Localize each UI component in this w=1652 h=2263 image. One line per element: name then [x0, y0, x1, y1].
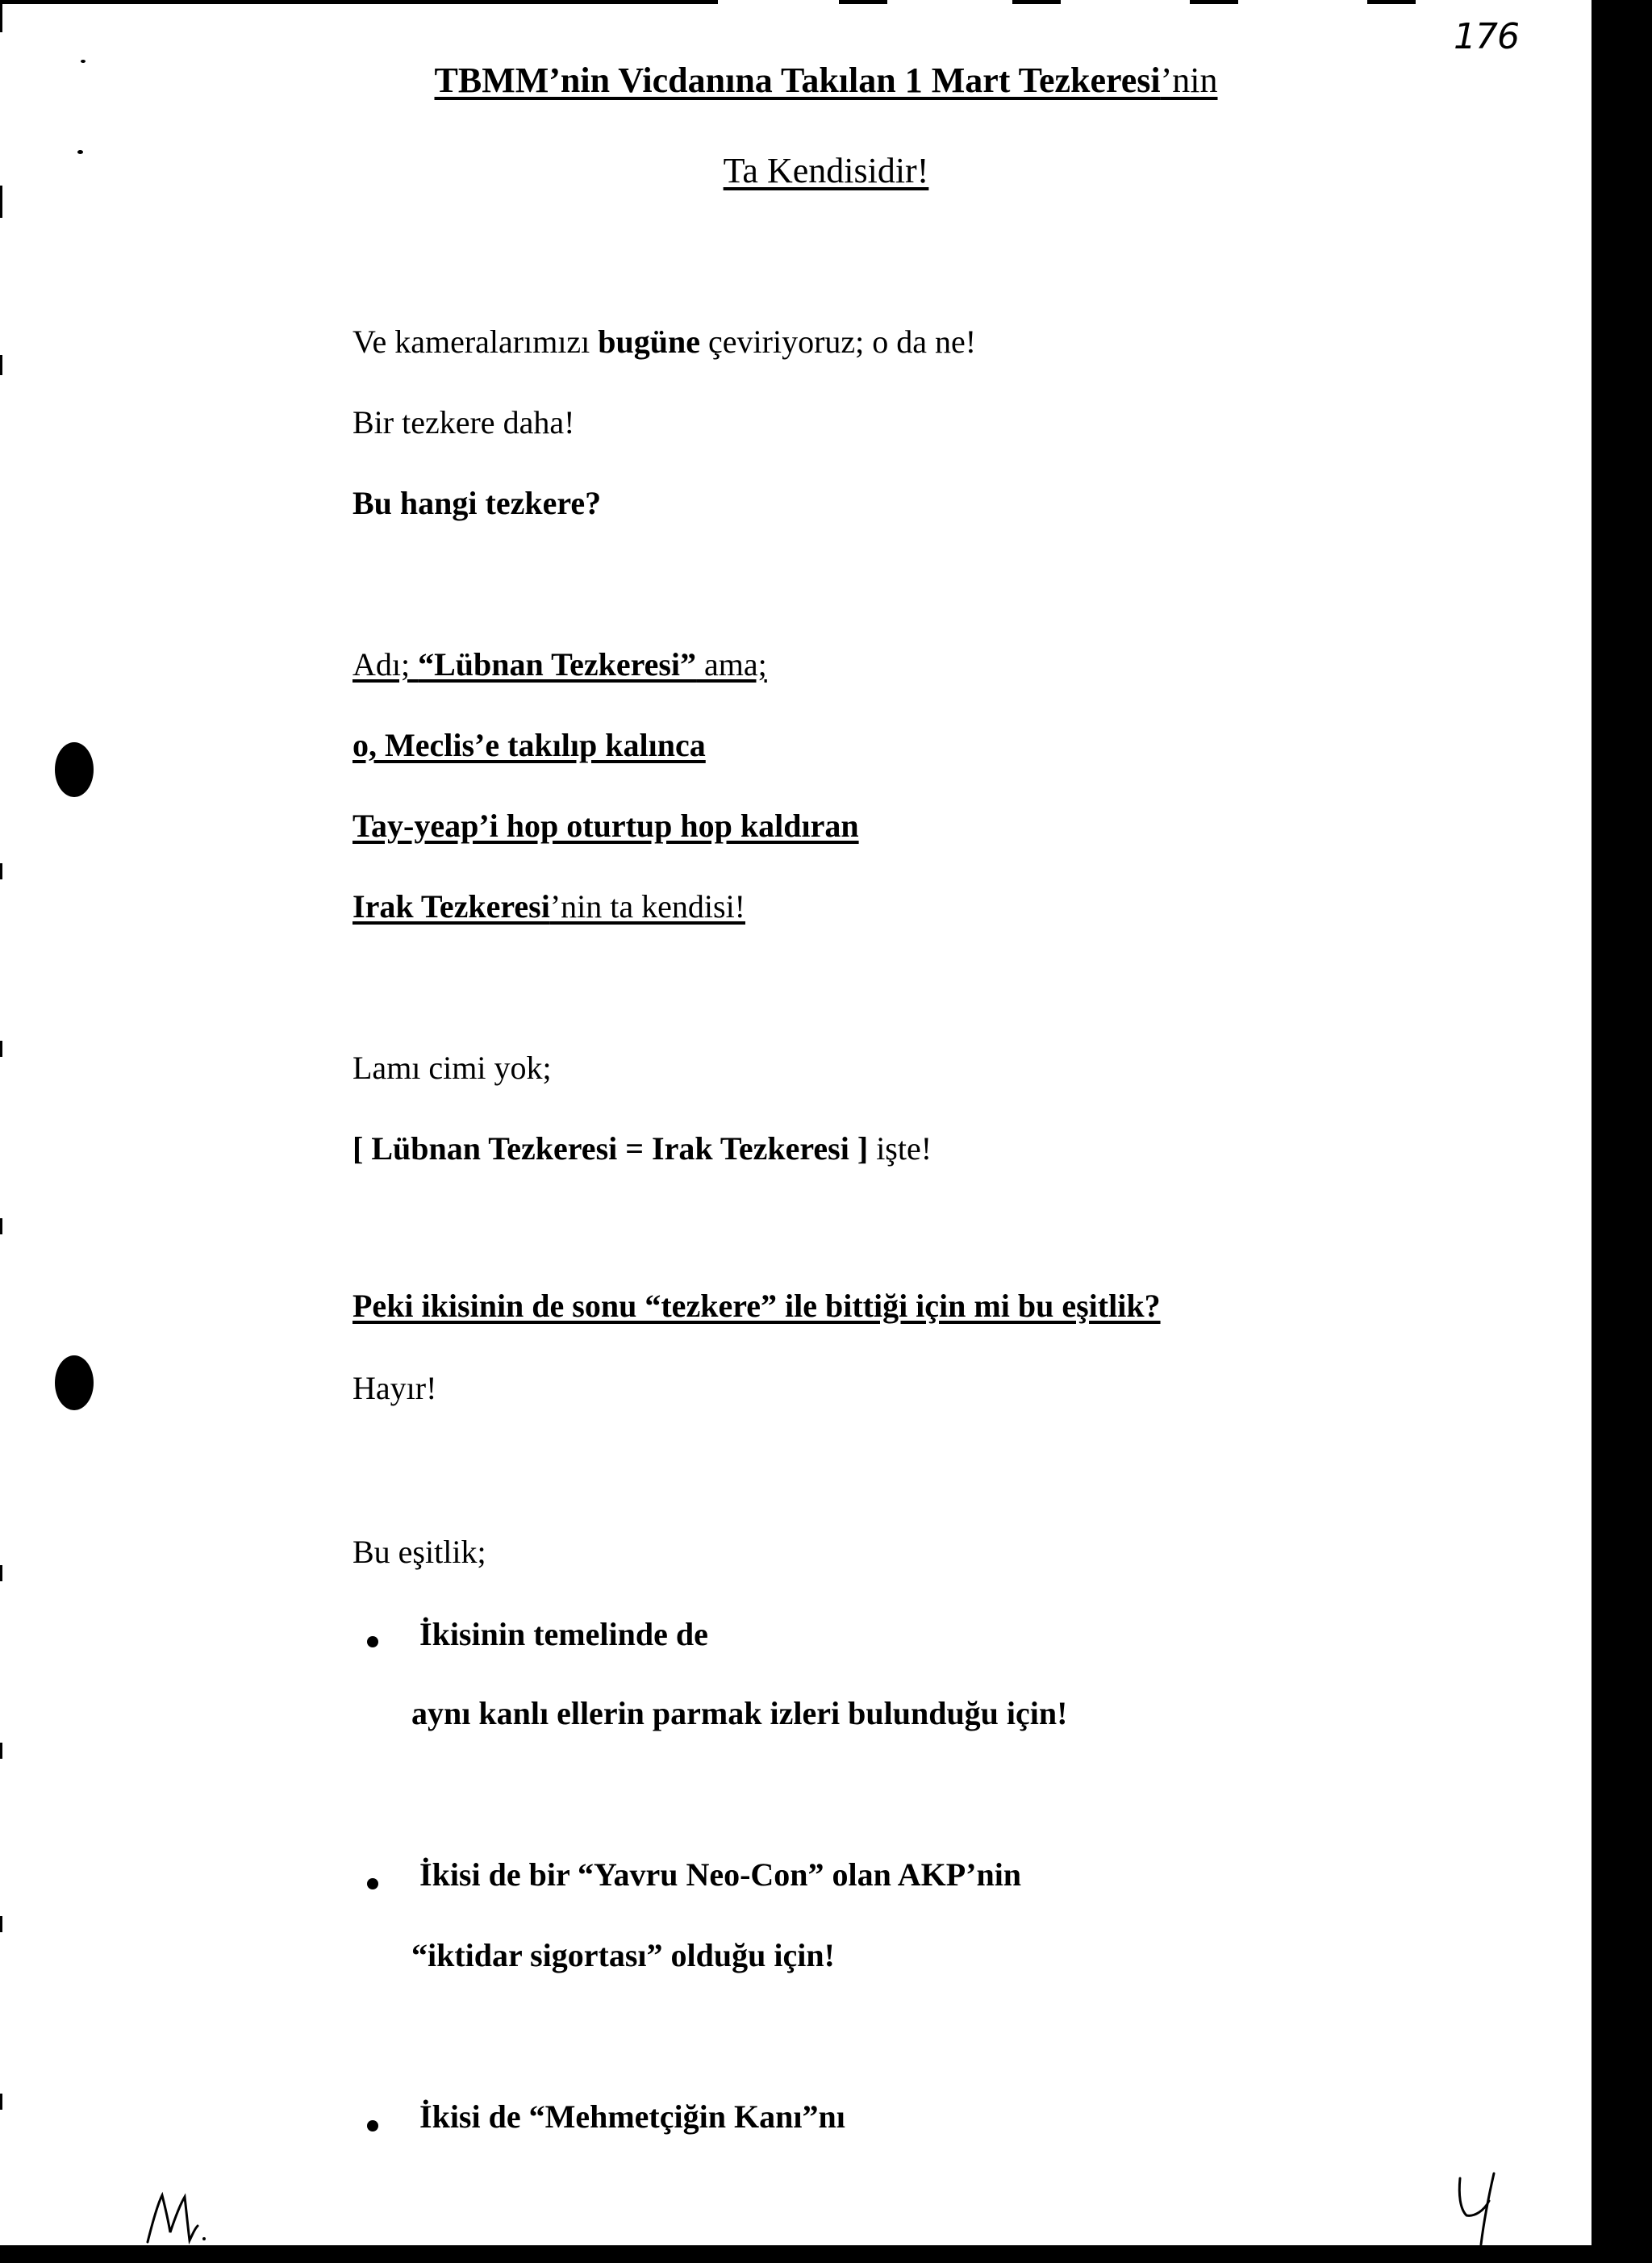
scan-bottom-border [0, 2245, 1652, 2263]
text-line: Irak Tezkeresi’nin ta kendisi! [353, 888, 745, 925]
scan-top-border [839, 0, 887, 4]
bullet-line: İkisinin temelinde de [419, 1616, 708, 1652]
scan-top-border [1367, 0, 1416, 4]
bullet-line: “iktidar sigortası” olduğu için! [411, 1937, 835, 1973]
title-bold: TBMM’nin Vicdanına Takılan 1 Mart Tezkeresi [434, 61, 1161, 100]
scan-top-border [1190, 0, 1238, 4]
question-line: Peki ikisinin de sonu “tezkere” ile bittiği için mi bu eşitlik? [353, 1288, 1161, 1324]
scan-left-mark [0, 863, 2, 879]
text-line: Lamı cimi yok; [353, 1050, 552, 1086]
bullet-line: İkisi de bir “Yavru Neo-Con” olan AKP’nin [419, 1856, 1022, 1893]
bullet-icon [367, 2120, 378, 2131]
bullet-line: aynı kanlı ellerin parmak izleri bulunduğu için! [411, 1695, 1068, 1731]
signature-initial-right [1452, 2170, 1508, 2247]
signature-initial-left [141, 2190, 230, 2247]
scan-left-mark [0, 1041, 2, 1057]
scan-left-mark [0, 2094, 2, 2110]
scan-top-border [0, 0, 718, 4]
text-line: Tay-yeap’i hop oturtup hop kaldıran [353, 808, 859, 844]
page-subtitle: Ta Kendisidir! [723, 151, 929, 190]
page-title [0, 60, 1652, 101]
punch-hole [55, 742, 94, 797]
scan-top-border [1012, 0, 1061, 4]
title-suffix: ’nin [1160, 61, 1218, 100]
text-line: Ve kameralarımızı bugüne çeviriyoruz; o da ne! [353, 324, 977, 360]
text-line: Bir tezkere daha! [353, 404, 575, 440]
text-line: Bu eşitlik; [353, 1534, 486, 1570]
answer-line: Hayır! [353, 1370, 437, 1406]
bullet-icon [367, 1636, 378, 1647]
text-line: Adı; “Lübnan Tezkeresi” ama; [353, 646, 767, 683]
equation-line: [ Lübnan Tezkeresi = Irak Tezkeresi ] işte! [353, 1130, 932, 1167]
scan-left-mark [0, 355, 2, 375]
bullet-line: İkisi de “Mehmetçiğin Kanı”nı [419, 2098, 845, 2135]
scan-left-mark [0, 1218, 2, 1234]
scan-left-mark [0, 1743, 2, 1759]
punch-hole [55, 1355, 94, 1410]
text-line: o, Meclis’e takılıp kalınca [353, 727, 706, 763]
scan-left-mark [0, 1916, 2, 1932]
bullet-icon [367, 1878, 378, 1889]
scan-left-mark [0, 0, 2, 32]
scan-left-mark [0, 1565, 2, 1581]
scan-right-border [1592, 0, 1652, 2263]
text-line: Bu hangi tezkere? [353, 485, 602, 521]
page-number: 176 [1454, 16, 1519, 57]
